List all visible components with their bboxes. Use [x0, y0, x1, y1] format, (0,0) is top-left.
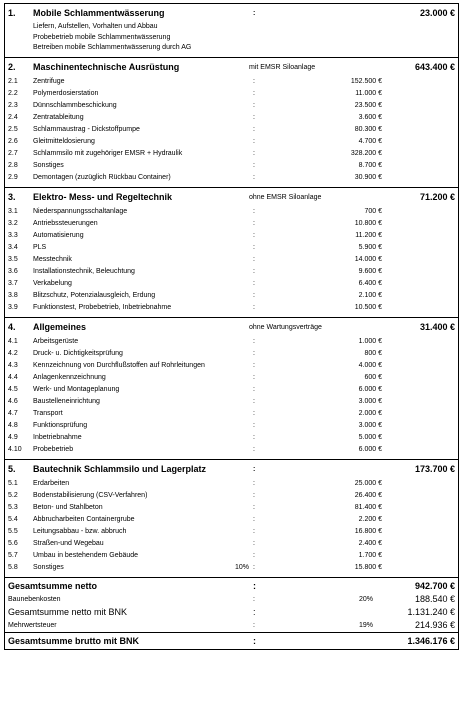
item-number: 2.2	[8, 89, 18, 97]
item-value: 23.500 €	[354, 101, 382, 109]
colon: :	[253, 397, 255, 405]
item-label: Anlagenkennzeichnung	[33, 373, 106, 381]
line-item	[5, 384, 458, 396]
item-number: 5.3	[8, 503, 18, 511]
summary-brutto-value: 1.346.176 €	[407, 635, 455, 646]
item-label: Verkabelung	[33, 279, 72, 287]
colon: :	[253, 621, 255, 629]
section-total: 643.400 €	[414, 61, 455, 72]
item-value: 4.000 €	[358, 361, 382, 369]
item-value: 2.400 €	[358, 539, 382, 547]
section-annotation: mit EMSR Siloanlage	[249, 63, 316, 71]
colon: :	[253, 503, 255, 511]
item-label: Sonstiges	[33, 161, 64, 169]
item-value: 5.900 €	[358, 243, 382, 251]
section-5	[5, 460, 458, 578]
item-label: Sonstiges	[33, 563, 64, 571]
item-label: Automatisierung	[33, 231, 84, 239]
colon: :	[253, 207, 255, 215]
colon: :	[253, 337, 255, 345]
item-value: 3.600 €	[358, 113, 382, 121]
section-total: 173.700 €	[414, 463, 455, 474]
item-number: 4.10	[8, 445, 22, 453]
item-label: Werk- und Montageplanung	[33, 385, 120, 393]
item-number: 3.5	[8, 255, 18, 263]
item-value: 15.800 €	[354, 563, 382, 571]
item-number: 4.2	[8, 349, 18, 357]
item-value: 2.100 €	[358, 291, 382, 299]
summary-brutto-label: Gesamtsumme brutto mit BNK	[8, 635, 140, 646]
section-total: 31.400 €	[419, 321, 455, 332]
summary-netto-row	[5, 580, 458, 593]
sections-container	[5, 4, 458, 578]
item-number: 5.6	[8, 539, 18, 547]
colon: :	[253, 101, 255, 109]
colon: :	[253, 279, 255, 287]
item-value: 800 €	[364, 349, 382, 357]
item-label: Probebetrieb	[33, 445, 74, 453]
item-number: 2.3	[8, 101, 18, 109]
item-value: 16.800 €	[354, 527, 382, 535]
item-number: 4.8	[8, 421, 18, 429]
item-label: Gleitmitteldosierung	[33, 137, 95, 145]
item-number: 5.1	[8, 479, 18, 487]
item-number: 3.8	[8, 291, 18, 299]
summary-netto-bnk-row	[5, 606, 458, 619]
line-item	[5, 360, 458, 372]
section-number: 4.	[8, 321, 16, 332]
section-header	[5, 189, 458, 206]
section-number: 1.	[8, 8, 16, 18]
item-label: Antriebssteuerungen	[33, 219, 98, 227]
colon: :	[253, 409, 255, 417]
section-title: Mobile Schlammentwässerung	[33, 8, 165, 18]
item-number: 2.1	[8, 77, 18, 85]
item-value: 2.000 €	[358, 409, 382, 417]
item-label: Abbrucharbeiten Containergrube	[33, 515, 135, 523]
colon: :	[253, 243, 255, 251]
item-label: Polymerdosierstation	[33, 89, 99, 97]
item-value: 3.000 €	[358, 421, 382, 429]
item-label: Schlammaustrag - Dickstoffpumpe	[33, 125, 140, 133]
section-title: Allgemeines	[33, 321, 87, 332]
item-value: 9.600 €	[358, 267, 382, 275]
item-value: 25.000 €	[354, 479, 382, 487]
item-label: Druck- u. Dichtigkeitsprüfung	[33, 349, 123, 357]
section-header	[5, 59, 458, 76]
line-item	[5, 136, 458, 148]
colon: :	[253, 349, 255, 357]
colon: :	[253, 635, 256, 646]
item-percent: 10%	[235, 563, 250, 571]
colon: :	[253, 89, 255, 97]
summary-bnk-percent: 20%	[359, 595, 374, 603]
line-item	[5, 550, 458, 562]
section-description-line	[5, 22, 458, 33]
item-label: PLS	[33, 243, 47, 251]
line-item	[5, 172, 458, 184]
summary-mwst-label: Mehrwertsteuer	[8, 621, 57, 629]
item-number: 3.1	[8, 207, 18, 215]
item-label: Umbau in bestehendem Gebäude	[33, 551, 139, 559]
item-label: Bodenstabilisierung (CSV-Verfahren)	[33, 491, 148, 499]
line-item	[5, 396, 458, 408]
colon: :	[253, 10, 256, 17]
summary-netto-value: 942.700 €	[414, 580, 455, 591]
section-2	[5, 58, 458, 188]
cost-estimate-table	[4, 3, 459, 650]
description-text: Liefern, Aufstellen, Vorhalten und Abbau	[33, 23, 158, 30]
colon: :	[253, 580, 256, 591]
item-label: Zentrifuge	[33, 77, 65, 85]
item-number: 4.5	[8, 385, 18, 393]
colon: :	[253, 373, 255, 381]
item-value: 600 €	[364, 373, 382, 381]
colon: :	[253, 515, 255, 523]
summary-netto-label: Gesamtsumme netto	[8, 580, 98, 591]
item-number: 3.9	[8, 303, 18, 311]
item-number: 5.4	[8, 515, 18, 523]
line-item	[5, 76, 458, 88]
item-label: Funktionsprüfung	[33, 421, 88, 429]
colon: :	[253, 231, 255, 239]
item-number: 3.3	[8, 231, 18, 239]
line-item	[5, 526, 458, 538]
section-1	[5, 4, 458, 58]
item-label: Baustelleneinrichtung	[33, 397, 100, 405]
colon: :	[253, 77, 255, 85]
item-number: 4.6	[8, 397, 18, 405]
line-item	[5, 444, 458, 456]
colon: :	[253, 491, 255, 499]
item-value: 3.000 €	[358, 397, 382, 405]
item-value: 6.000 €	[358, 445, 382, 453]
item-value: 11.200 €	[355, 231, 382, 239]
line-item	[5, 372, 458, 384]
item-number: 2.4	[8, 113, 18, 121]
colon: :	[253, 433, 255, 441]
item-value: 700 €	[364, 207, 382, 215]
item-label: Inbetriebnahme	[33, 433, 82, 441]
colon: :	[253, 606, 256, 617]
section-title: Maschinentechnische Ausrüstung	[33, 61, 180, 72]
item-label: Dünnschlammbeschickung	[33, 101, 117, 109]
item-label: Messtechnik	[33, 255, 72, 263]
line-item	[5, 348, 458, 360]
colon: :	[253, 149, 255, 157]
item-number: 2.7	[8, 149, 18, 157]
line-item	[5, 88, 458, 100]
section-3	[5, 188, 458, 318]
line-item	[5, 112, 458, 124]
item-value: 328.200 €	[350, 149, 382, 157]
colon: :	[253, 291, 255, 299]
colon: :	[253, 385, 255, 393]
section-number: 5.	[8, 463, 16, 474]
line-item	[5, 266, 458, 278]
section-annotation: ohne Wartungsverträge	[249, 323, 322, 331]
item-label: Blitzschutz, Potenzialausgleich, Erdung	[33, 291, 156, 299]
colon: :	[253, 551, 255, 559]
summary-bnk-row	[5, 593, 458, 606]
line-item	[5, 336, 458, 348]
item-value: 30.900 €	[354, 173, 382, 181]
colon: :	[253, 219, 255, 227]
line-item	[5, 100, 458, 112]
line-item	[5, 290, 458, 302]
line-item	[5, 148, 458, 160]
item-number: 5.2	[8, 491, 18, 499]
item-label: Demontagen (zuzüglich Rückbau Container)	[33, 173, 171, 181]
colon: :	[253, 161, 255, 169]
colon: :	[253, 563, 255, 571]
line-item	[5, 254, 458, 266]
line-item	[5, 408, 458, 420]
colon: :	[253, 137, 255, 145]
item-label: Funktionstest, Probebetrieb, Inbetriebnahme	[33, 303, 172, 311]
item-value: 1.000 €	[358, 337, 382, 345]
line-item	[5, 478, 458, 490]
item-number: 2.8	[8, 161, 18, 169]
section-header	[5, 461, 458, 478]
summary-netto-bnk-label: Gesamtsumme netto mit BNK	[8, 606, 128, 617]
line-item	[5, 420, 458, 432]
colon: :	[253, 595, 255, 603]
item-number: 5.8	[8, 563, 18, 571]
colon: :	[253, 173, 255, 181]
section-description-line	[5, 43, 458, 54]
item-value: 8.700 €	[358, 161, 382, 169]
summary-bnk-label: Baunebenkosten	[8, 595, 61, 603]
line-item	[5, 218, 458, 230]
colon: :	[253, 303, 255, 311]
summary-mwst-percent: 19%	[359, 621, 374, 629]
section-4	[5, 318, 458, 460]
line-item	[5, 206, 458, 218]
item-number: 5.7	[8, 551, 18, 559]
item-label: Niederspannungsschaltanlage	[33, 207, 128, 215]
description-text: Probebetrieb mobile Schlammentwässerung	[33, 33, 171, 41]
line-item	[5, 160, 458, 172]
item-number: 3.2	[8, 219, 18, 227]
item-value: 10.500 €	[354, 303, 382, 311]
line-item	[5, 432, 458, 444]
summary-brutto-row	[5, 633, 458, 649]
item-value: 5.000 €	[358, 433, 382, 441]
colon: :	[253, 255, 255, 263]
item-number: 2.5	[8, 125, 18, 133]
item-number: 4.7	[8, 409, 18, 417]
summary-mwst-value: 214.936 €	[414, 619, 455, 630]
item-label: Kennzeichnung von Durchflußstoffen auf Rohrleitungen	[33, 361, 205, 369]
item-label: Erdarbeiten	[33, 479, 70, 487]
item-value: 11.000 €	[355, 89, 382, 97]
item-value: 80.300 €	[354, 125, 382, 133]
item-label: Schlammsilo mit zugehöriger EMSR + Hydraulik	[33, 149, 183, 157]
line-item	[5, 124, 458, 136]
colon: :	[253, 421, 255, 429]
item-value: 10.800 €	[354, 219, 382, 227]
item-number: 4.4	[8, 373, 18, 381]
item-label: Straßen-und Wegebau	[33, 539, 104, 547]
item-label: Installationstechnik, Beleuchtung	[33, 267, 135, 275]
section-total: 71.200 €	[419, 191, 455, 202]
item-number: 3.6	[8, 267, 18, 275]
section-number: 3.	[8, 191, 16, 202]
item-number: 2.6	[8, 137, 18, 145]
line-item	[5, 514, 458, 526]
item-label: Leitungsabbau - bzw. abbruch	[33, 527, 127, 535]
summary-bnk-value: 188.540 €	[414, 593, 455, 604]
line-item	[5, 502, 458, 514]
item-value: 152.500 €	[350, 77, 382, 85]
summary-netto-bnk-value: 1.131.240 €	[407, 606, 455, 617]
line-item	[5, 490, 458, 502]
line-item	[5, 538, 458, 550]
item-number: 4.9	[8, 433, 18, 441]
colon: :	[253, 267, 255, 275]
item-value: 4.700 €	[358, 137, 382, 145]
colon: :	[253, 445, 255, 453]
line-item	[5, 230, 458, 242]
item-value: 6.000 €	[358, 385, 382, 393]
item-value: 1.700 €	[358, 551, 382, 559]
line-item	[5, 278, 458, 290]
description-text: Betreiben mobile Schlammentwässerung durch AG	[33, 44, 192, 51]
section-header	[5, 319, 458, 336]
colon: :	[253, 465, 256, 473]
item-value: 2.200 €	[358, 515, 382, 523]
item-number: 4.3	[8, 361, 18, 369]
item-value: 26.400 €	[354, 491, 382, 499]
colon: :	[253, 125, 255, 133]
item-number: 3.7	[8, 279, 18, 287]
section-header	[5, 5, 458, 22]
item-label: Transport	[33, 409, 63, 417]
item-label: Arbeitsgerüste	[33, 337, 79, 345]
colon: :	[253, 361, 255, 369]
item-number: 4.1	[8, 337, 18, 345]
line-item	[5, 242, 458, 254]
item-label: Zentratableitung	[33, 113, 84, 121]
section-annotation: ohne EMSR Siloanlage	[249, 193, 322, 201]
item-value: 6.400 €	[358, 279, 382, 287]
section-total: 23.000 €	[419, 8, 455, 18]
item-number: 5.5	[8, 527, 18, 535]
item-value: 14.000 €	[354, 255, 382, 263]
item-number: 2.9	[8, 173, 18, 181]
colon: :	[253, 539, 255, 547]
line-item	[5, 562, 458, 574]
item-label: Beton- und Stahlbeton	[33, 503, 103, 511]
section-description-line	[5, 33, 458, 44]
section-title: Elektro- Mess- und Regeltechnik	[33, 191, 173, 202]
colon: :	[253, 479, 255, 487]
colon: :	[253, 527, 255, 535]
summary-mwst-row	[5, 619, 458, 633]
line-item	[5, 302, 458, 314]
section-number: 2.	[8, 61, 16, 72]
item-number: 3.4	[8, 243, 18, 251]
section-title: Bautechnik Schlammsilo und Lagerplatz	[33, 463, 207, 474]
item-value: 81.400 €	[354, 503, 382, 511]
colon: :	[253, 113, 255, 121]
summary-block	[5, 578, 458, 649]
